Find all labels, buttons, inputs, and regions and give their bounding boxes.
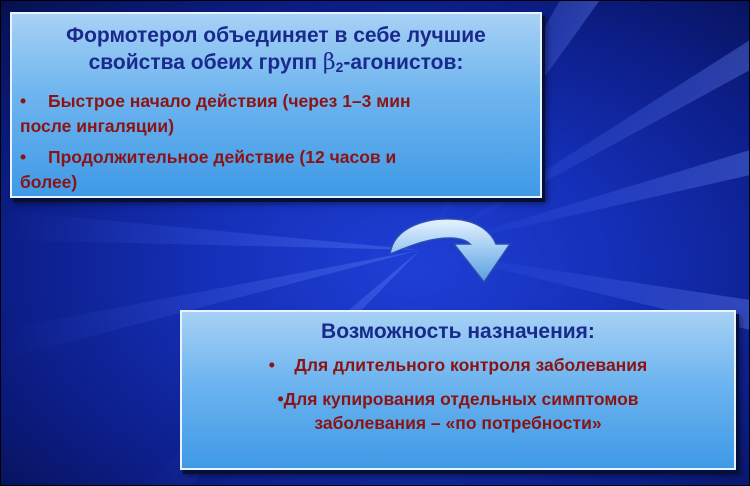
bullet: •	[20, 147, 27, 167]
list-item	[182, 387, 734, 435]
list-item-text: после ингаляции)	[20, 116, 175, 136]
bottom-info-box	[180, 310, 736, 470]
list-item	[20, 145, 532, 195]
top-title-line1: Формотерол объединяет в себе лучшие	[66, 24, 486, 47]
curved-arrow-down-right-icon	[388, 216, 528, 286]
top-info-box	[10, 12, 542, 198]
bottom-box-title: Возможность назначения:	[321, 320, 595, 343]
beta-subscript: 2	[335, 59, 344, 75]
bullet: •	[20, 91, 27, 111]
bullet: •	[268, 355, 275, 375]
list-item-text: Быстрое начало действия (через 1–3 мин	[48, 91, 411, 111]
top-title-line2: свойства обеих групп	[88, 51, 323, 74]
list-item	[182, 353, 734, 377]
list-item-text: Продолжительное действие (12 часов и	[48, 147, 397, 167]
top-box-title	[12, 22, 540, 81]
list-item-text: Для длительного контроля заболевания	[294, 355, 648, 375]
top-title-line2-end: -агонистов:	[343, 51, 464, 74]
list-item-text: более)	[20, 172, 78, 192]
list-item	[20, 89, 532, 139]
bullet: •	[277, 389, 284, 409]
list-item-text: заболевания – «по потребности»	[314, 413, 602, 433]
top-box-list	[20, 89, 532, 201]
list-item-text: Для купирования отдельных симптомов	[283, 389, 639, 409]
beta-symbol: β	[322, 50, 336, 75]
